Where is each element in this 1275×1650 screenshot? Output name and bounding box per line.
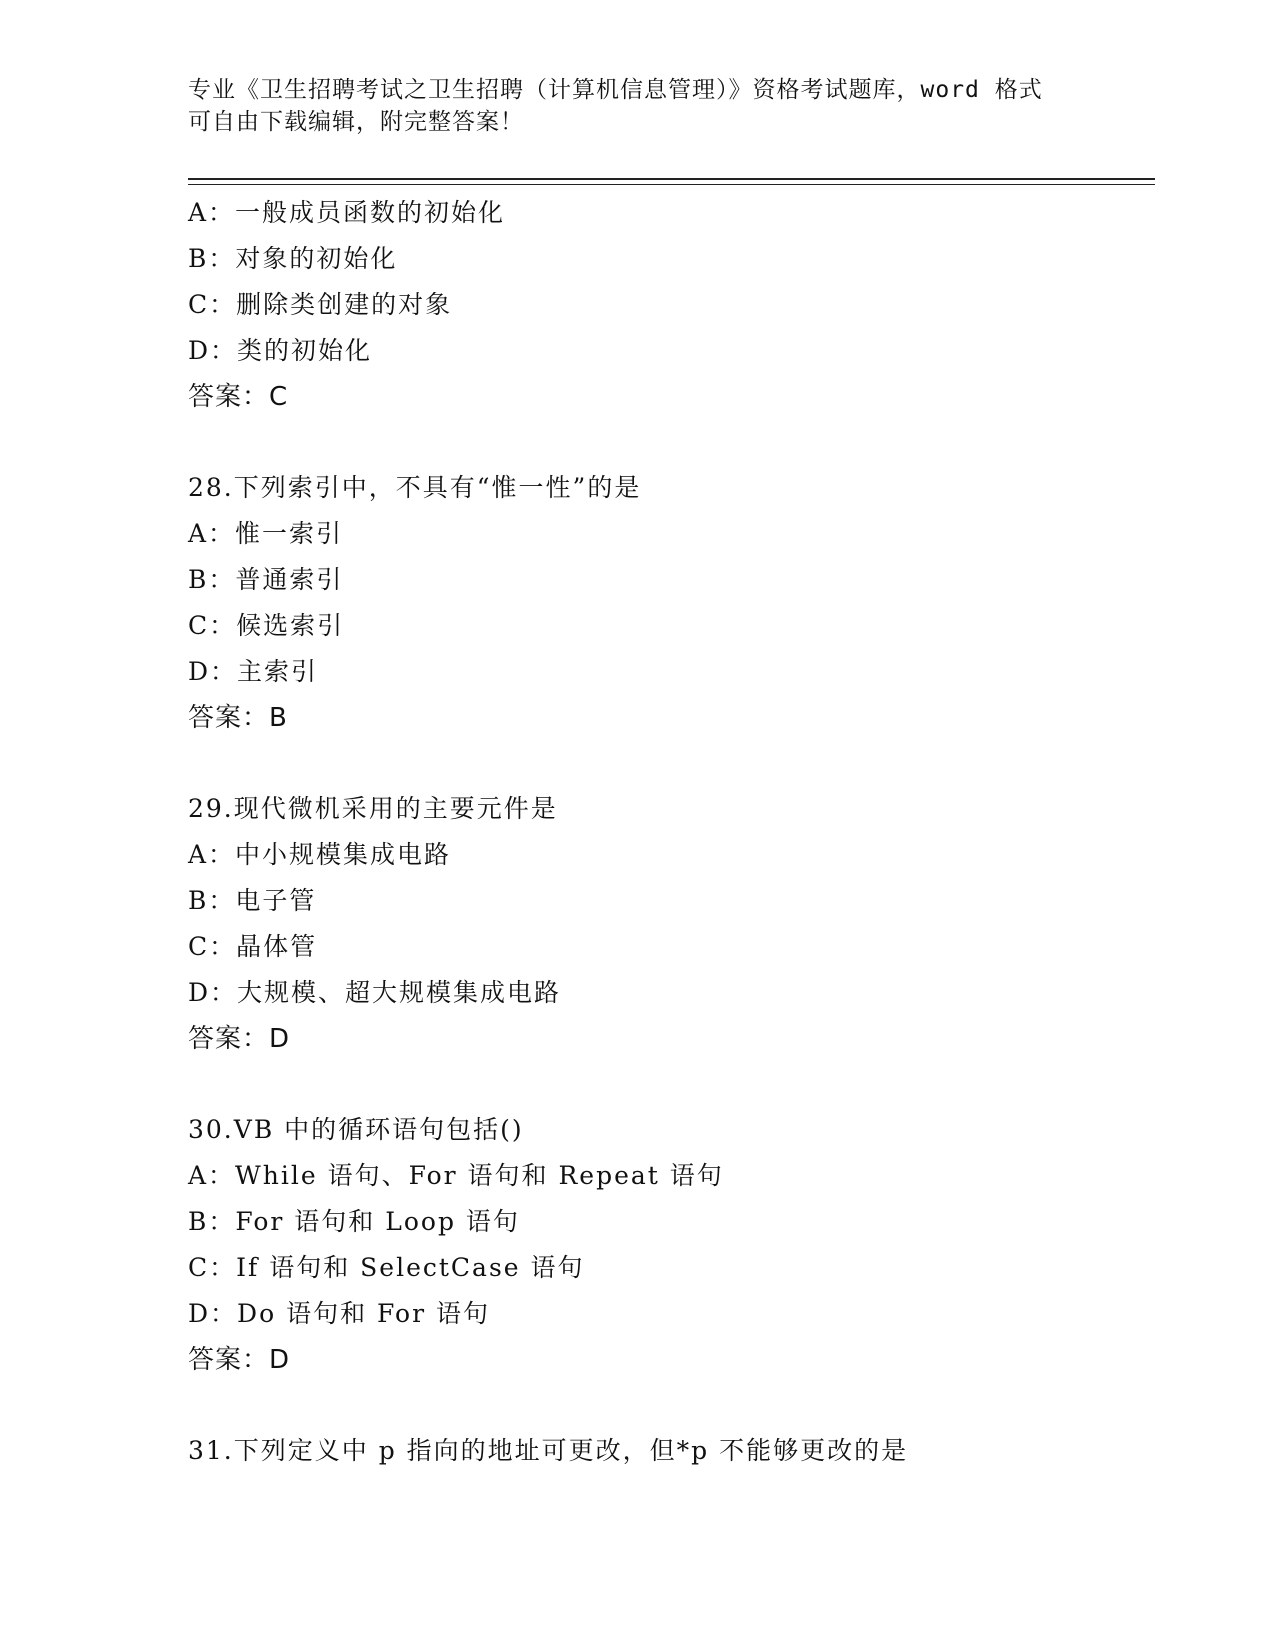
- option-b: B：电子管: [188, 886, 317, 915]
- question-text: 31.下列定义中 p 指向的地址可更改，但*p 不能够更改的是: [188, 1436, 909, 1465]
- option-a: A：中小规模集成电路: [188, 840, 452, 869]
- option-c: C：If 语句和 SelectCase 语句: [188, 1253, 585, 1282]
- question-block-28: [188, 465, 1168, 741]
- option-d: D：类的初始化: [188, 336, 373, 365]
- option-d: D：Do 语句和 For 语句: [188, 1299, 490, 1328]
- option-c: C：删除类创建的对象: [188, 290, 453, 319]
- question-text: 29.现代微机采用的主要元件是: [188, 794, 558, 823]
- question-block-31: [188, 1428, 1168, 1474]
- header-divider-thick: [188, 178, 1155, 180]
- option-a: A：惟一索引: [188, 519, 344, 548]
- option-d: D：主索引: [188, 657, 319, 686]
- option-c: C：晶体管: [188, 932, 318, 961]
- question-text: 30.VB 中的循环语句包括(): [188, 1115, 524, 1144]
- option-d: D：大规模、超大规模集成电路: [188, 978, 562, 1007]
- option-c: C：候选索引: [188, 611, 345, 640]
- answer-line: 答案：D: [188, 1345, 291, 1375]
- question-list: [188, 190, 1168, 1474]
- option-b: B：普通索引: [188, 565, 344, 594]
- header-line-2: 可自由下载编辑，附完整答案！: [188, 109, 524, 135]
- question-block-30: [188, 1107, 1168, 1383]
- answer-line: 答案：D: [188, 1024, 291, 1054]
- document-header: [188, 74, 1088, 138]
- option-b: B：对象的初始化: [188, 244, 398, 273]
- header-line-1: 专业《卫生招聘考试之卫生招聘（计算机信息管理）》资格考试题库，word 格式: [188, 77, 1043, 103]
- option-a: A：一般成员函数的初始化: [188, 198, 506, 227]
- question-block-27: [188, 190, 1168, 420]
- header-divider-thin: [188, 184, 1155, 185]
- option-b: B：For 语句和 Loop 语句: [188, 1207, 520, 1236]
- question-block-29: [188, 786, 1168, 1062]
- answer-line: 答案：C: [188, 382, 289, 412]
- question-text: 28.下列索引中，不具有“惟一性”的是: [188, 473, 642, 502]
- answer-line: 答案：B: [188, 703, 288, 733]
- option-a: A：While 语句、For 语句和 Repeat 语句: [188, 1161, 724, 1190]
